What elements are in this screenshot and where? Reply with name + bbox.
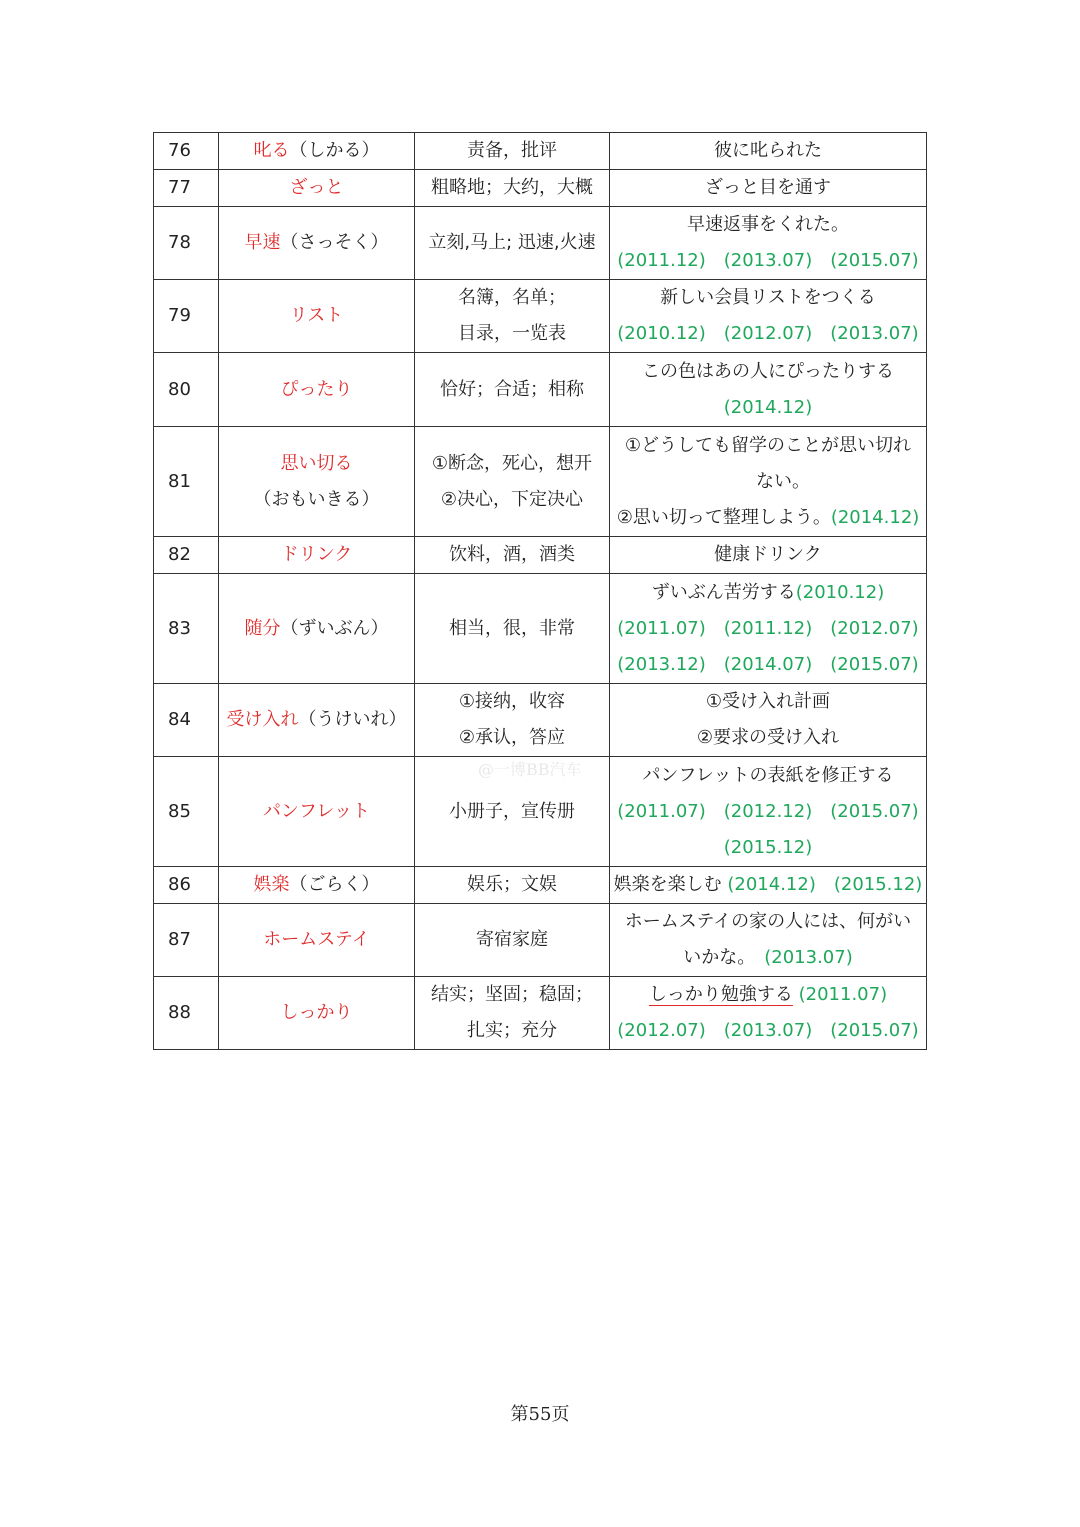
meaning-cell [415, 280, 610, 353]
exam-dates: (2013.07) [764, 947, 853, 968]
example-line: ない。 [756, 470, 810, 492]
example-line: ずいぶん苦労する [651, 581, 796, 603]
example-line: 新しい会員リストをつくる [660, 287, 876, 308]
word: 受け入れ [226, 709, 299, 730]
row-number: 77 [154, 170, 219, 207]
word-cell [219, 574, 415, 684]
vocabulary-table [153, 132, 927, 1050]
table-row [154, 574, 927, 684]
word-cell [219, 684, 415, 757]
example-cell [610, 207, 927, 280]
word: 早速 [244, 232, 281, 253]
row-number: 86 [154, 867, 219, 904]
word-cell [219, 353, 415, 427]
example-cell [610, 904, 927, 977]
meaning-cell [415, 867, 610, 904]
row-number: 78 [154, 207, 219, 280]
exam-dates: (2014.12) [723, 396, 813, 418]
meaning-line: 娱乐；文娱 [467, 874, 557, 895]
meaning-line: 结实；坚固；稳固； [431, 984, 593, 1005]
meaning-line: 粗略地；大约，大概 [431, 177, 593, 198]
row-number: 84 [154, 684, 219, 757]
word-cell [219, 427, 415, 537]
word: 叱る [253, 140, 290, 161]
example-line: ①受け入れ計画 [705, 691, 831, 712]
row-number: 80 [154, 353, 219, 427]
row-number: 79 [154, 280, 219, 353]
exam-dates: (2011.07) (2012.12) (2015.07) [617, 800, 919, 822]
meaning-cell [415, 574, 610, 684]
meaning-line: 饮料，酒，酒类 [449, 544, 575, 565]
meaning-line: 寄宿家庭 [476, 929, 548, 950]
reading: （しかる） [289, 140, 380, 161]
exam-dates: (2011.07) (2011.12) (2012.07) [617, 617, 919, 639]
word-cell [219, 207, 415, 280]
example-line: ②思い切って整理しよう。 [616, 506, 831, 528]
exam-dates: (2014.12) [830, 506, 920, 528]
row-number: 81 [154, 427, 219, 537]
example-line: ①どうしても留学のことが思い切れ [624, 434, 912, 456]
example-cell [610, 280, 927, 353]
example-line: ホームステイの家の人には、何がい [624, 911, 912, 932]
example-line: この色はあの人にぴったりする [642, 360, 894, 382]
meaning-line: ①断念，死心，想开 [431, 452, 593, 474]
word: 思い切る [280, 452, 353, 474]
meaning-line: 立刻,马上; 迅速,火速 [428, 232, 596, 253]
word-cell [219, 170, 415, 207]
exam-dates: (2014.12) (2015.12) [727, 874, 923, 895]
example-line: いかな。 [683, 947, 747, 968]
example-cell [610, 574, 927, 684]
word: しっかり [280, 1002, 353, 1023]
table-row [154, 207, 927, 280]
meaning-line: 名簿，名单； [458, 287, 566, 308]
reading: （おもいきる） [253, 488, 380, 510]
exam-dates: (2011.12) (2013.07) (2015.07) [617, 250, 919, 271]
reading: （ごらく） [289, 874, 380, 895]
reading: （さっそく） [280, 232, 389, 253]
table-row [154, 170, 927, 207]
row-number: 85 [154, 757, 219, 867]
meaning-cell [415, 537, 610, 574]
word: パンフレット [262, 800, 371, 822]
example-cell [610, 867, 927, 904]
word: ホームステイ [263, 929, 370, 950]
reading: （ずいぶん） [280, 617, 389, 639]
example-cell [610, 537, 927, 574]
row-number: 76 [154, 133, 219, 170]
meaning-cell [415, 170, 610, 207]
meaning-line: 扎实；充分 [467, 1020, 557, 1041]
exam-dates: (2010.12) (2012.07) (2013.07) [617, 323, 919, 344]
meaning-line: 目录，一览表 [458, 323, 566, 344]
meaning-cell [415, 133, 610, 170]
meaning-line: ②决心，下定决心 [440, 488, 584, 510]
word: リスト [289, 305, 344, 326]
word: 随分 [244, 617, 281, 639]
example-line: 早速返事をくれた。 [687, 214, 849, 235]
table-row [154, 867, 927, 904]
meaning-line: ①接纳，收容 [458, 691, 566, 712]
table-row [154, 977, 927, 1050]
exam-dates: (2012.07) (2013.07) (2015.07) [617, 1020, 919, 1041]
table-row [154, 133, 927, 170]
word: 娯楽 [253, 874, 290, 895]
meaning-cell [415, 904, 610, 977]
word-cell [219, 904, 415, 977]
word-cell [219, 280, 415, 353]
table-row [154, 280, 927, 353]
example-line: しっかり勉強する [648, 984, 793, 1005]
example-cell [610, 757, 927, 867]
example-cell [610, 977, 927, 1050]
example-line: 彼に叱られた [714, 140, 822, 161]
row-number: 83 [154, 574, 219, 684]
word: ドリンク [280, 544, 353, 565]
table-row [154, 684, 927, 757]
example-cell [610, 170, 927, 207]
word: ぴったり [280, 378, 353, 400]
meaning-cell [415, 353, 610, 427]
example-line: 健康ドリンク [714, 544, 822, 565]
example-line: パンフレットの表紙を修正する [642, 764, 894, 786]
meaning-line: 责备，批评 [467, 140, 557, 161]
row-number: 88 [154, 977, 219, 1050]
exam-dates: (2011.07) [798, 984, 888, 1005]
word-cell [219, 133, 415, 170]
example-cell [610, 133, 927, 170]
exam-dates: (2013.12) (2014.07) (2015.07) [617, 653, 919, 675]
meaning-cell [415, 684, 610, 757]
table-row [154, 904, 927, 977]
example-line: 娯楽を楽しむ [613, 874, 722, 895]
example-cell [610, 353, 927, 427]
table-row [154, 537, 927, 574]
row-number: 87 [154, 904, 219, 977]
example-cell [610, 684, 927, 757]
example-line: ざっと目を通す [705, 177, 831, 198]
word-cell [219, 757, 415, 867]
page-number: 第55页 [510, 1404, 570, 1425]
example-line: ②要求の受け入れ [696, 727, 840, 748]
meaning-cell [415, 427, 610, 537]
word-cell [219, 867, 415, 904]
meaning-line: 小册子，宣传册 [449, 800, 575, 822]
word-cell [219, 977, 415, 1050]
table-row [154, 353, 927, 427]
row-number: 82 [154, 537, 219, 574]
exam-dates: (2015.12) [723, 836, 813, 858]
meaning-line: 相当，很，非常 [449, 617, 575, 639]
meaning-line: 恰好；合适；相称 [440, 378, 584, 400]
word-cell [219, 537, 415, 574]
table-row [154, 427, 927, 537]
meaning-cell [415, 207, 610, 280]
example-cell [610, 427, 927, 537]
word: ざっと [289, 177, 344, 198]
reading: （うけいれ） [298, 709, 407, 730]
meaning-cell [415, 977, 610, 1050]
exam-dates: (2010.12) [795, 581, 885, 603]
meaning-line: ②承认，答应 [458, 727, 566, 748]
watermark: @一博BB汽车 [478, 760, 582, 779]
